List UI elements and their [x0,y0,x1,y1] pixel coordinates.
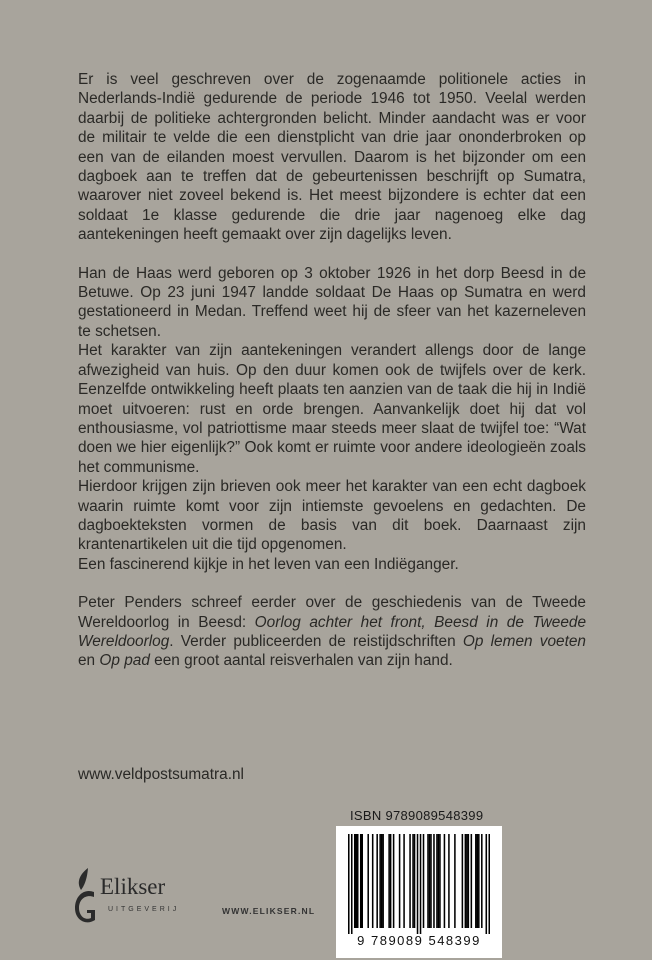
barcode-bar [351,834,353,934]
publisher-name: Elikser [100,874,166,899]
barcode-bar [379,834,381,928]
paragraph-biography: Han de Haas werd geboren op 3 oktober 1926 in het dorp Beesd in de Betuwe. Op 23 juni 1947 landde soldaat De Haas op Sumatra en werd gestationeerd in Medan. Treffend weet hij de sfeer van het kazerneleven te schetsen. [78,264,586,340]
barcode [336,826,502,958]
barcode-bars-icon [348,834,490,934]
barcode-bar [412,834,414,928]
book-title-1: Oorlog achter het front, Beesd in de Tweede Wereldoorlog [78,613,586,650]
author-text-2: . Verder publiceerden de reistijdschriften [169,632,463,650]
barcode-bar [462,834,464,928]
barcode-bar [348,834,350,934]
barcode-bar [399,834,401,928]
barcode-bar [475,834,477,928]
barcode-bar [471,834,473,928]
publisher-url[interactable]: WWW.ELIKSER.NL [222,906,316,916]
isbn-label: ISBN 9789089548399 [350,808,484,823]
magazine-title-2: Op pad [99,652,150,670]
barcode-bar [454,834,456,928]
barcode-bar [390,834,392,928]
barcode-bar [381,834,383,928]
barcode-bar [465,834,467,928]
barcode-bar [361,834,363,928]
website-link[interactable]: www.veldpostsumatra.nl [78,766,244,783]
barcode-bar [433,834,435,928]
barcode-bar [403,834,405,928]
barcode-bar [478,834,480,928]
back-cover-text [78,70,586,671]
barcode-bar [360,834,362,928]
barcode-bar [438,834,440,928]
barcode-bar [481,834,483,928]
barcode-bar [367,834,369,928]
barcode-bar [376,834,378,928]
barcode-bar [429,834,431,928]
barcode-bar [354,834,356,928]
barcode-bar [417,834,419,934]
magazine-title-1: Op lemen voeten [462,632,586,650]
paragraph-tagline: Een fascinerend kijkje in het leven van een Indiëganger. [78,555,459,573]
barcode-bar [357,834,359,928]
barcode-bar [414,834,416,928]
barcode-bar [355,834,357,928]
barcode-bar [468,834,470,928]
barcode-bar [489,834,490,934]
barcode-bar [486,834,488,934]
paragraph-diary: Hierdoor krijgen zijn brieven ook meer het karakter van een echt dagboek waarin ruimte komt voor zijn intiemste gevoelens en gedachten. De dagboekteksten vormen de basis van dit boek. Daarnaast zijn krantenartikelen uit die tijd opgenomen. [78,478,586,554]
barcode-number: 9 789089 548399 [357,933,481,948]
barcode-bar [427,834,429,928]
barcode-bar [382,834,384,928]
paragraph-author [78,593,586,671]
barcode-bar [466,834,468,928]
paragraph-character: Het karakter van zijn aantekeningen verandert allengs door de lange afwezigheid van huis. Op den duur komen ook de twijfels over de kerk. Eenzelfde ontwikkeling heeft plaats ten aanzien van de taak die hij in Indië moet uitvoeren: rust en orde brengen. Aanvankelijk doet hij dat vol enthousiasme, vol patriottisme maar steeds meer slaat de twijfel toe: “Wat doen we hier eigenlijk?” Ook komt er ruimte voor andere ideologieën zoals het communisme. [78,342,586,476]
barcode-bar [477,834,479,928]
barcode-bar [409,834,411,928]
barcode-bar [393,834,395,928]
barcode-bar [372,834,374,928]
author-text-3: en [78,652,100,670]
barcode-bar [388,834,390,928]
barcode-bar [420,834,422,934]
barcode-bar [430,834,432,928]
author-text-1: Peter Penders schreef eerder over de geschiedenis van de Tweede Wereldoorlog in Beesd: [78,594,586,631]
barcode-bar [436,834,438,928]
barcode-bar [448,834,450,928]
publisher-subtitle: UITGEVERIJ [108,906,180,913]
author-text-4: een groot aantal reisverhalen van zijn hand. [149,652,453,670]
barcode-bar [444,834,446,928]
barcode-bar [439,834,441,928]
barcode-bar [423,834,425,928]
paragraph-intro: Er is veel geschreven over de zogenaamde politionele acties in Nederlands-Indië gedurende de periode 1946 tot 1950. Veelal werden daarbij de politieke achtergronden belicht. Minder aandacht was er voor de militair te velde die een dienstplicht van drie jaar ononderbroken op een van de eilanden moest vervullen. Daarom is het bijzonder om een dagboek aan te treffen dat de gebeurtenissen beschrijft op Sumatra, waarover niet zoveel bekend is. Het meest bijzondere is echter dat een soldaat 1e klasse gedurende die drie jaar nagenoeg elke dag aantekeningen heeft gemaakt over zijn dagelijks leven. [78,71,586,244]
quill-g-logo-icon [72,866,102,928]
